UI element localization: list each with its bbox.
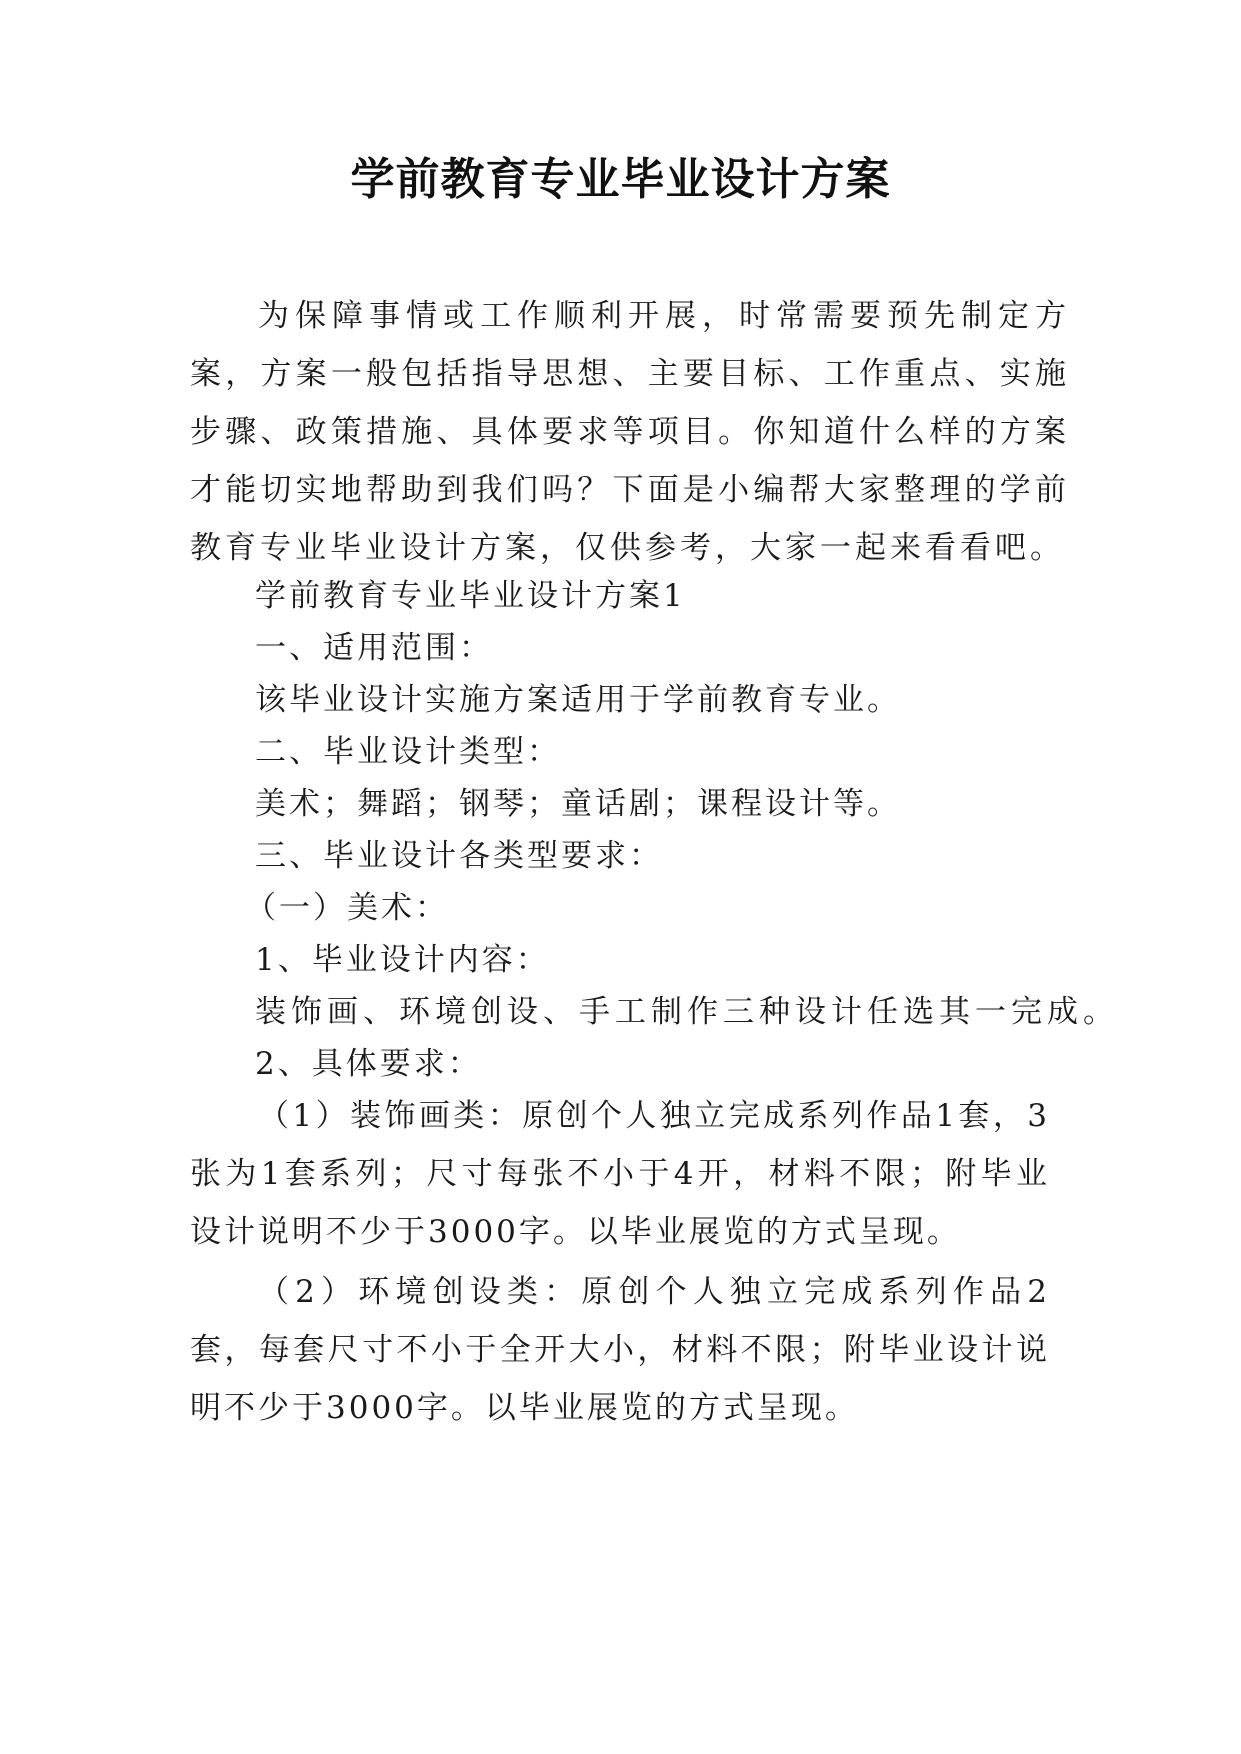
intro-paragraph: 为保障事情或工作顺利开展，时常需要预先制定方案，方案一般包括指导思想、主要目标、工作重点、实施步骤、政策措施、具体要求等项目。你知道什么样的方案才能切实地帮助到我们吗？下面是小编帮大家整理的学前教育专业毕业设计方案，仅供参考，大家一起来看看吧。 — [190, 298, 1070, 566]
requirement-1: （1）装饰画类：原创个人独立完成系列作品1套，3张为1套系列；尺寸每张不小于4开，材料不限；附毕业设计说明不少于3000字。以毕业展览的方式呈现。 — [190, 1098, 1050, 1250]
art-heading: （一）美术： — [245, 890, 449, 926]
requirement-2: （2）环境创设类：原创个人独立完成系列作品2套，每套尺寸不小于全开大小，材料不限；附毕业设计说明不少于3000字。以毕业展览的方式呈现。 — [190, 1274, 1050, 1426]
types-heading: 二、毕业设计类型： — [255, 734, 561, 770]
requirements-heading: 三、毕业设计各类型要求： — [255, 838, 663, 874]
section-heading: 学前教育专业毕业设计方案1 — [255, 578, 686, 614]
specific-heading: 2、具体要求： — [255, 1046, 482, 1082]
scope-text: 该毕业设计实施方案适用于学前教育专业。 — [255, 682, 901, 718]
document-title: 学前教育专业毕业设计方案 — [350, 154, 891, 205]
scope-heading: 一、适用范围： — [255, 630, 493, 666]
content-heading: 1、毕业设计内容： — [255, 942, 550, 978]
types-text: 美术；舞蹈；钢琴；童话剧；课程设计等。 — [255, 786, 901, 822]
content-text: 装饰画、环境创设、手工制作三种设计任选其一完成。 — [255, 994, 1119, 1030]
